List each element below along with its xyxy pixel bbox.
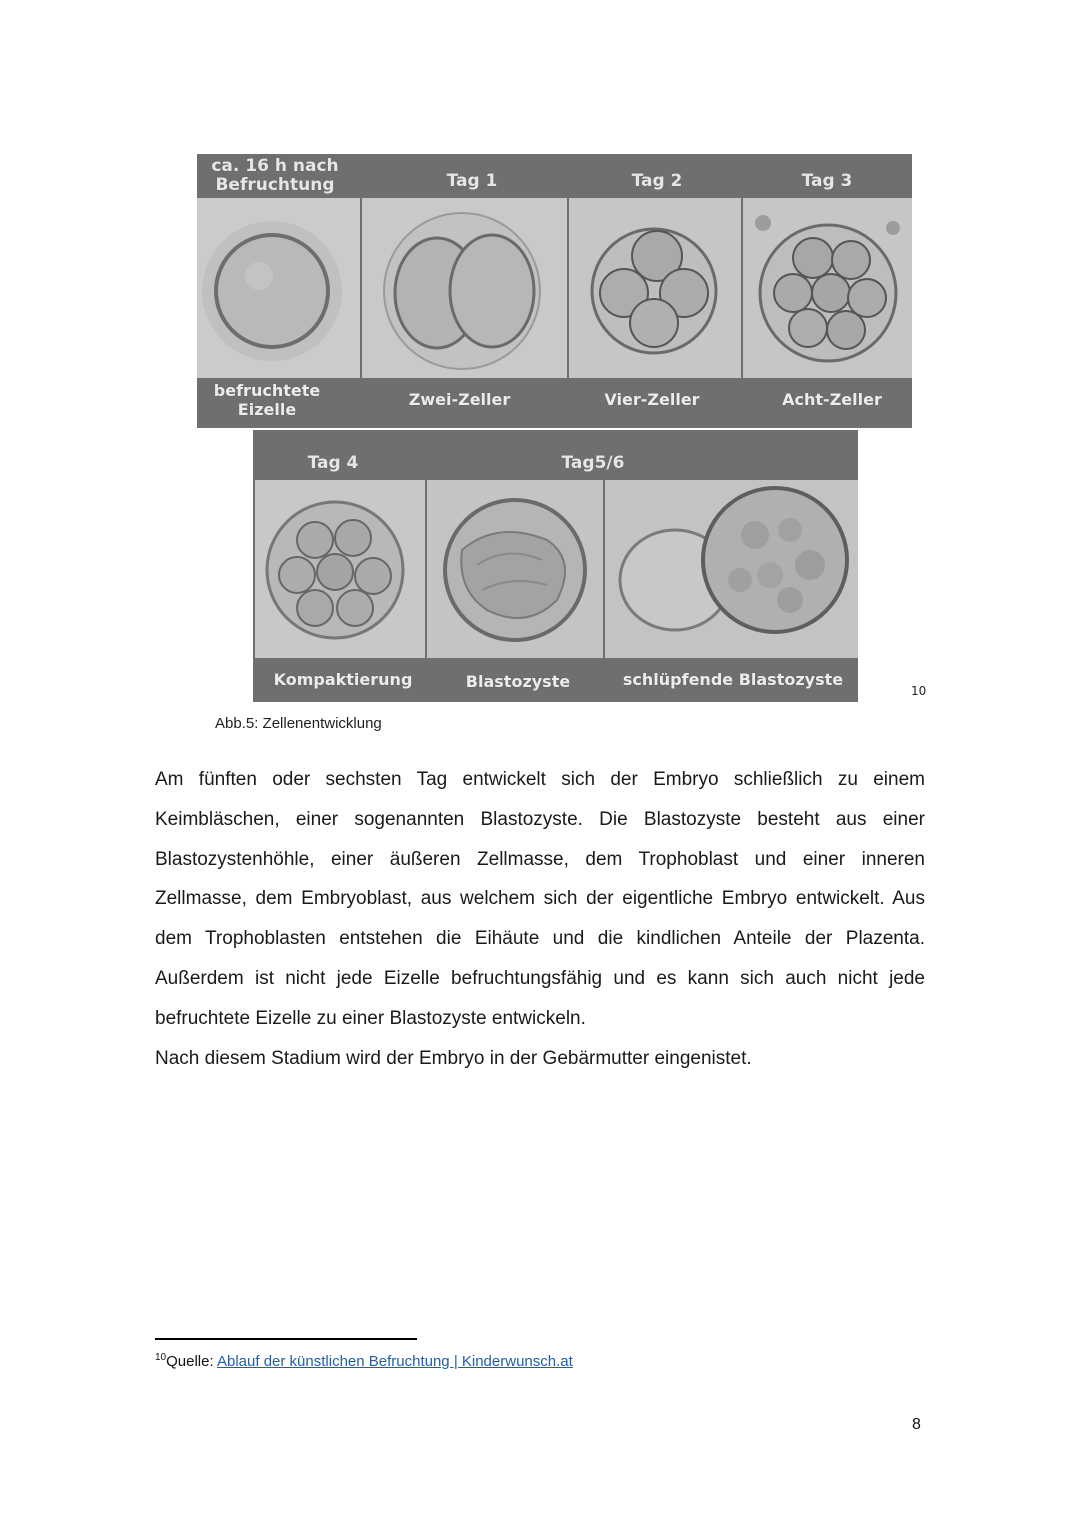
header-tag1: Tag 1 bbox=[446, 171, 498, 191]
figure-caption: Abb.5: Zellenentwicklung bbox=[215, 715, 382, 732]
header-16h: ca. 16 h nach Befruchtung bbox=[211, 156, 339, 195]
image-blastocyst bbox=[427, 480, 603, 658]
caption-eight-cell: Acht-Zeller bbox=[782, 390, 882, 409]
page-number: 8 bbox=[912, 1416, 921, 1433]
image-two-cell bbox=[362, 198, 567, 378]
image-eight-cell bbox=[743, 198, 912, 378]
paragraph-1: Am fünften oder sechsten Tag entwickelt sich der Embryo schließlich zu einem Keimbläschen, einer sogenannten Blastozyste. Die Blastozyste besteht aus einer Blastozystenhöhle, einer äußeren Zellmasse, dem Trophoblast und einer inneren Zellmasse, dem Embryoblast, aus welchem sich der eigentliche Embryo entwickelt. Aus dem Trophoblasten entstehen die Eihäute und die kindlichen Anteile der Plazenta. Außerdem ist nicht jede Eizelle befruchtungsfähig und es kann sich auch nicht jede befruchtete Eizelle zu einer Blastozyste entwickeln. bbox=[155, 769, 925, 1029]
image-hatching-blastocyst bbox=[605, 480, 858, 658]
image-compaction bbox=[255, 480, 425, 658]
caption-two-cell: Zwei-Zeller bbox=[408, 390, 511, 409]
body-text bbox=[155, 760, 925, 1078]
footnote-link[interactable]: Ablauf der künstlichen Befruchtung | Kinderwunsch.at bbox=[217, 1353, 573, 1370]
footnote-rule bbox=[155, 1338, 417, 1340]
header-tag2: Tag 2 bbox=[631, 171, 683, 191]
figure-row-1 bbox=[197, 154, 912, 428]
caption-four-cell: Vier-Zeller bbox=[604, 390, 700, 409]
header-tag3: Tag 3 bbox=[801, 171, 853, 191]
figure-footnote-marker: 10 bbox=[911, 684, 927, 698]
caption-blastocyst: Blastozyste bbox=[465, 672, 571, 691]
caption-hatching-blastocyst: schlüpfende Blastozyste bbox=[622, 670, 844, 689]
caption-fertilized-egg: befruchtete Eizelle bbox=[213, 381, 321, 419]
image-fertilized-egg bbox=[197, 198, 360, 378]
footnote-label: Quelle: bbox=[166, 1353, 217, 1370]
footnote-number: 10 bbox=[155, 1352, 167, 1363]
figure-row-2 bbox=[253, 430, 858, 702]
caption-compaction: Kompaktierung bbox=[273, 670, 413, 689]
image-four-cell bbox=[569, 198, 741, 378]
header-tag4: Tag 4 bbox=[307, 453, 359, 473]
footnote bbox=[155, 1352, 573, 1370]
header-tag5-6: Tag5/6 bbox=[561, 453, 625, 473]
paragraph-2: Nach diesem Stadium wird der Embryo in der Gebärmutter eingenistet. bbox=[155, 1047, 752, 1069]
